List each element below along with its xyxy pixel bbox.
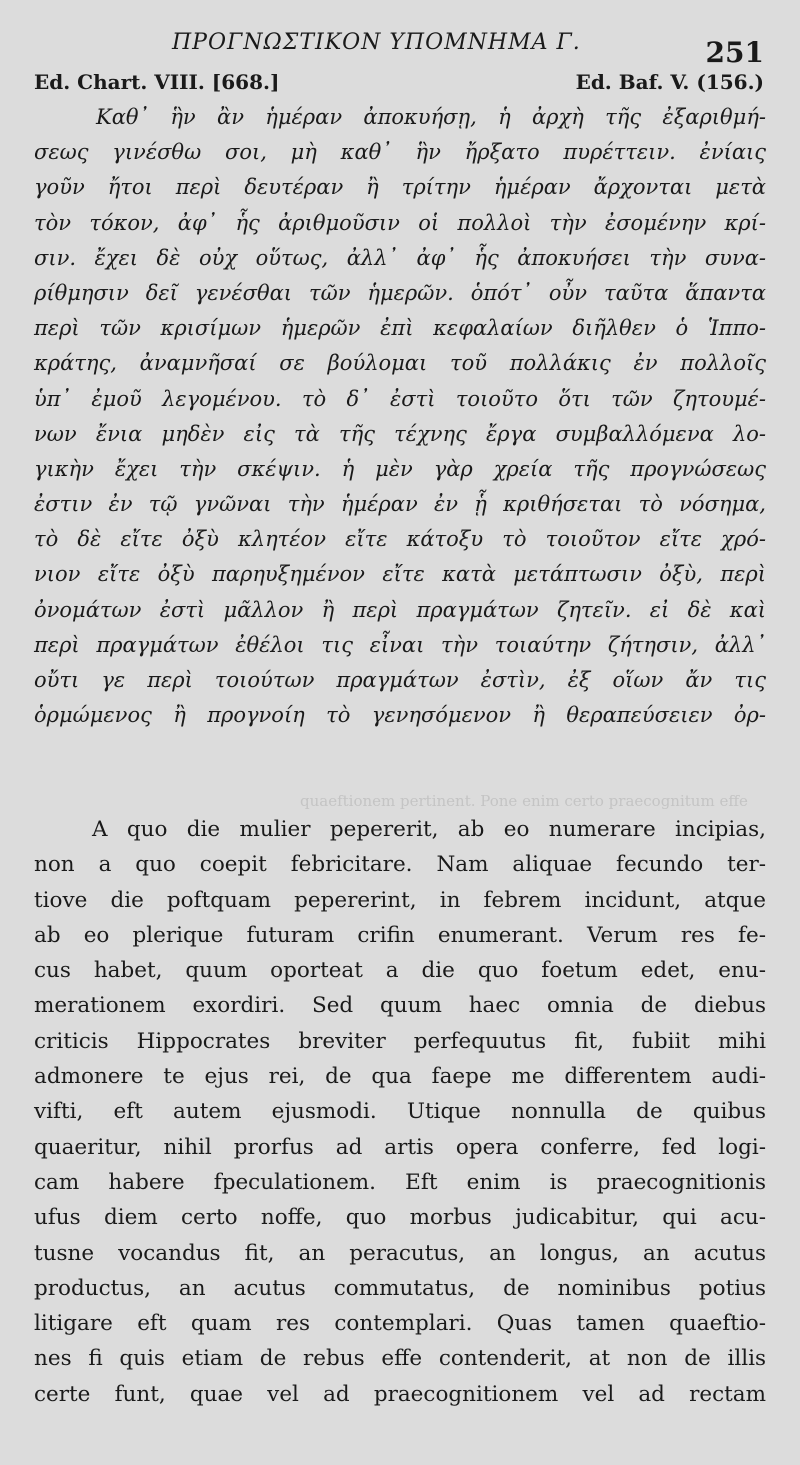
edition-basel: Ed. Baf. V. (156.) bbox=[575, 70, 764, 94]
greek-line: ρίθμησιν δεῖ γενέσθαι τῶν ἡμερῶν. ὁπότ᾽ οὖν ταῦτα ἅπαντα bbox=[34, 280, 766, 305]
latin-line: productus, an acutus commutatus, de nominibus potius bbox=[34, 1275, 766, 1301]
greek-line: νων ἔνια μηδὲν εἰς τὰ τῆς τέχνης ἔργα συμβαλλόμενα λο- bbox=[34, 421, 766, 446]
greek-line: ἐστιν ἐν τῷ γνῶναι τὴν ἡμέραν ἐν ᾗ κριθήσεται τὸ νόσημα, bbox=[34, 492, 766, 517]
latin-line: tusne vocandus fit, an peracutus, an longus, an acutus bbox=[34, 1240, 766, 1266]
bleed-through-text: quaeftionem pertinent. Pone enim certo praecognitum effe bbox=[300, 792, 748, 810]
latin-text-block bbox=[34, 812, 766, 1412]
latin-line: ab eo plerique futuram crifin enumerant. Verum res fe- bbox=[34, 922, 766, 948]
latin-line: quaeritur, nihil prorfus ad artis opera conferre, fed logi- bbox=[34, 1134, 766, 1160]
running-head bbox=[0, 26, 800, 69]
greek-line: ὑπ᾽ ἐμοῦ λεγομένου. τὸ δ᾽ ἐστὶ τοιοῦτο ὅτι τῶν ζητουμέ- bbox=[34, 386, 766, 411]
greek-text-block bbox=[34, 100, 766, 733]
greek-line: οὔτι γε περὶ τοιούτων πραγμάτων ἐστὶν, ἐξ οἵων ἄν τις bbox=[34, 668, 766, 692]
latin-line: merationem exordiri. Sed quum haec omnia de diebus bbox=[34, 993, 766, 1019]
greek-line: γικὴν ἔχει τὴν σκέψιν. ἡ μὲν γὰρ χρεία τῆς προγνώσεως bbox=[34, 456, 766, 481]
greek-line: περὶ τῶν κρισίμων ἡμερῶν ἐπὶ κεφαλαίων διῆλθεν ὁ Ἱππο- bbox=[34, 316, 766, 341]
latin-line: A quo die mulier pepererit, ab eo numerare incipias, bbox=[92, 817, 766, 842]
greek-line: Καθ᾽ ἣν ἂν ἡμέραν ἀποκυήσῃ, ἡ ἀρχὴ τῆς ἐξαριθμή- bbox=[96, 105, 766, 129]
latin-line: ufus diem certo noffe, quo morbus judicabitur, qui acu- bbox=[34, 1205, 766, 1231]
latin-line: criticis Hippocrates breviter perfequutus fit, fubiit mihi bbox=[34, 1028, 766, 1054]
greek-line: τὸν τόκον, ἀφ᾽ ἧς ἀριθμοῦσιν οἱ πολλοὶ τὴν ἐσομένην κρί- bbox=[34, 210, 766, 235]
latin-line: non a quo coepit febricitare. Nam aliquae fecundo ter- bbox=[34, 852, 766, 878]
greek-line: γοῦν ἤτοι περὶ δευτέραν ἢ τρίτην ἡμέραν ἄρχονται μετὰ bbox=[34, 175, 766, 200]
running-title: ΠΡΟΓΝΩΣΤΙΚΟΝ ΥΠΟΜΝΗΜΑ Γ. bbox=[172, 30, 581, 55]
page-number: 251 bbox=[705, 36, 764, 69]
edition-chartier: Ed. Chart. VIII. [668.] bbox=[34, 70, 280, 94]
greek-line: σιν. ἔχει δὲ οὐχ οὕτως, ἀλλ᾽ ἀφ᾽ ἧς ἀποκυήσει τὴν συνα- bbox=[34, 245, 766, 270]
latin-line: cus habet, quum oporteat a die quo foetum edet, enu- bbox=[34, 958, 766, 984]
latin-line: vifti, eft autem ejusmodi. Utique nonnulla de quibus bbox=[34, 1099, 766, 1125]
greek-line: τὸ δὲ εἴτε ὀξὺ κλητέον εἴτε κάτοξυ τὸ τοιοῦτον εἴτε χρό- bbox=[34, 527, 766, 552]
latin-line: admonere te ejus rei, de qua faepe me differentem audi- bbox=[34, 1064, 766, 1090]
latin-line: litigare eft quam res contemplari. Quas tamen quaeftio- bbox=[34, 1311, 766, 1337]
greek-line: κράτης, ἀναμνῆσαί σε βούλομαι τοῦ πολλάκις ἐν πολλοῖς bbox=[34, 351, 766, 376]
greek-line: ὁρμώμενος ἢ προγνοίη τὸ γενησόμενον ἢ θεραπεύσειεν ὀρ- bbox=[34, 703, 766, 728]
greek-line: νιον εἴτε ὀξὺ παρηυξημένον εἴτε κατὰ μετάπτωσιν ὀξὺ, περὶ bbox=[34, 562, 766, 587]
latin-line: certe funt, quae vel ad praecognitionem vel ad rectam bbox=[34, 1381, 766, 1407]
greek-line: ὀνομάτων ἐστὶ μᾶλλον ἢ περὶ πραγμάτων ζητεῖν. εἰ δὲ καὶ bbox=[34, 597, 766, 622]
latin-line: tiove die poftquam pepererint, in febrem incidunt, atque bbox=[34, 887, 766, 913]
greek-line: περὶ πραγμάτων ἐθέλοι τις εἶναι τὴν τοιαύτην ζήτησιν, ἀλλ᾽ bbox=[34, 632, 766, 657]
latin-line: cam habere fpeculationem. Eft enim is praecognitionis bbox=[34, 1169, 766, 1195]
latin-line: nes fi quis etiam de rebus effe contenderit, at non de illis bbox=[34, 1346, 766, 1372]
greek-line: σεως γινέσθω σοι, μὴ καθ᾽ ἣν ἤρξατο πυρέττειν. ἐνίαις bbox=[34, 140, 766, 165]
